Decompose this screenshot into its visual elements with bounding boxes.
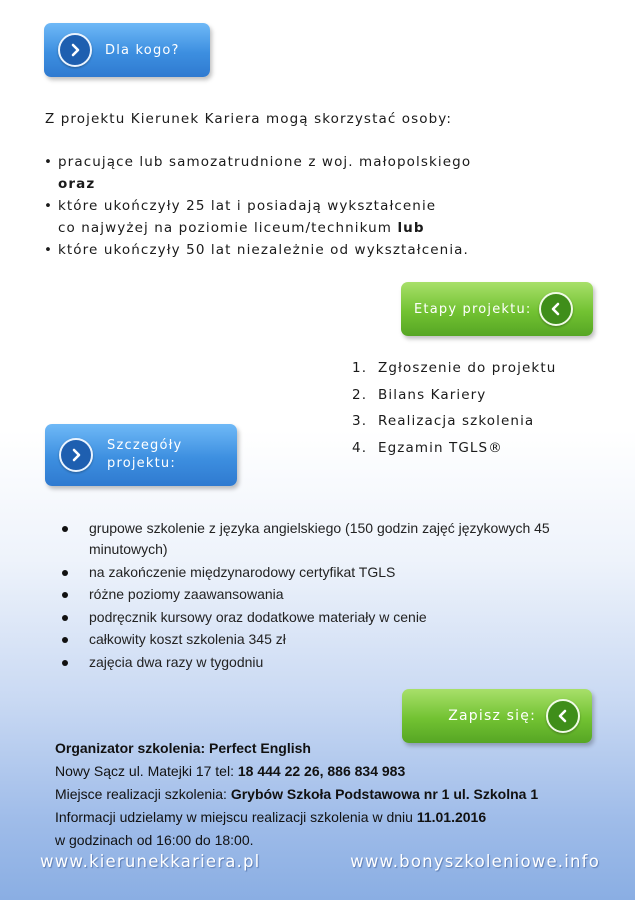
step-text: Zgłoszenie do projektu: [378, 360, 557, 376]
footer-link-kierunekkariera[interactable]: www.kierunekkariera.pl: [40, 852, 261, 871]
bullet: •: [44, 198, 54, 214]
tab-szczegoly-projektu[interactable]: [45, 424, 237, 486]
chevron-right-icon: [59, 438, 93, 472]
bullet: [62, 570, 68, 576]
info-text: Informacji udzielamy w miejscu realizacji szkolenia w dniu: [55, 809, 417, 825]
step-number: 3.: [352, 413, 368, 429]
list-item: [44, 239, 471, 261]
list-item: [44, 173, 471, 195]
tab-label: Zapisz się:: [448, 708, 536, 724]
step-text: Egzamin TGLS®: [378, 439, 503, 456]
list-item: [44, 151, 471, 173]
list-item: [352, 408, 556, 435]
tab-label-line: Szczegóły: [107, 438, 183, 453]
tab-label: [107, 437, 182, 473]
chevron-right-icon: [58, 33, 92, 67]
address: Nowy Sącz ul. Matejki 17 tel:: [55, 763, 238, 779]
list-item-text: całkowity koszt szkolenia 345 zł: [89, 631, 286, 647]
project-details-list: [62, 518, 559, 674]
list-item: [62, 562, 559, 583]
tab-label: Etapy projektu:: [414, 301, 532, 317]
list-item: [352, 355, 556, 382]
step-number: 1.: [352, 360, 368, 376]
list-item: [62, 652, 559, 673]
bullet: [62, 615, 68, 621]
organizer-info: [55, 737, 538, 852]
list-item-text: co najwyżej na poziomie liceum/technikum: [58, 220, 398, 236]
venue: Grybów Szkoła Podstawowa nr 1 ul. Szkolna 1: [230, 786, 539, 802]
venue-line: [55, 783, 538, 806]
list-item: [62, 518, 559, 560]
address-line: [55, 760, 538, 783]
step-number: 4.: [352, 439, 368, 456]
connector-word: oraz: [58, 176, 96, 192]
bullet: [62, 526, 68, 532]
list-item: [44, 195, 471, 217]
chevron-left-icon: [539, 292, 573, 326]
intro-text: Z projektu Kierunek Kariera mogą skorzystać osoby:: [45, 111, 453, 127]
chevron-left-icon: [546, 699, 580, 733]
phone-numbers: 18 444 22 26, 886 834 983: [237, 763, 406, 779]
bullet: •: [44, 242, 54, 258]
list-item-text: które ukończyły 50 lat niezależnie od wykształcenia.: [58, 242, 469, 258]
list-item: [62, 629, 559, 650]
list-item-text: pracujące lub samozatrudnione z woj. małopolskiego: [58, 154, 472, 170]
bullet: [62, 637, 68, 643]
bullet: •: [44, 154, 54, 170]
bullet: [62, 660, 68, 666]
venue-label: Miejsce realizacji szkolenia:: [55, 786, 231, 802]
list-item-text: zajęcia dwa razy w tygodniu: [89, 653, 264, 670]
connector-word: lub: [397, 220, 425, 236]
list-item: [44, 217, 471, 239]
hours-text: w godzinach od 16:00 do 18:00.: [55, 832, 254, 848]
tab-label-line: projektu:: [107, 456, 176, 471]
list-item-text: na zakończenie międzynarodowy certyfikat TGLS: [89, 563, 396, 580]
tab-dla-kogo[interactable]: [44, 23, 210, 77]
step-text: Realizacja szkolenia: [378, 413, 535, 429]
list-item: [352, 435, 556, 462]
list-item-text: grupowe szkolenie z języka angielskiego (150 godzin zajęć językowych 45 minutowych): [89, 520, 550, 557]
project-steps-list: [352, 355, 556, 461]
info-line: [55, 806, 538, 829]
footer: [40, 852, 600, 871]
list-item-text: różne poziomy zaawansowania: [89, 586, 284, 602]
bullet: [62, 592, 68, 598]
step-number: 2.: [352, 386, 368, 403]
list-item: [62, 584, 559, 605]
footer-link-bonyszkoleniowe[interactable]: www.bonyszkoleniowe.info: [350, 852, 600, 871]
eligibility-list: [44, 151, 471, 261]
organizer-name: Organizator szkolenia: Perfect English: [55, 740, 311, 756]
tab-zapisz-sie[interactable]: [402, 689, 592, 743]
tab-label: Dla kogo?: [105, 42, 180, 58]
step-text: Bilans Kariery: [378, 386, 487, 403]
organizer-line: [55, 737, 538, 760]
info-date: 11.01.2016: [416, 809, 487, 825]
list-item-text: podręcznik kursowy oraz dodatkowe materiały w cenie: [89, 608, 427, 625]
list-item: [352, 382, 556, 409]
list-item-text: które ukończyły 25 lat i posiadają wykształcenie: [58, 198, 437, 214]
list-item: [62, 607, 559, 628]
tab-etapy-projektu[interactable]: [401, 282, 593, 336]
hours-line: [55, 829, 538, 852]
